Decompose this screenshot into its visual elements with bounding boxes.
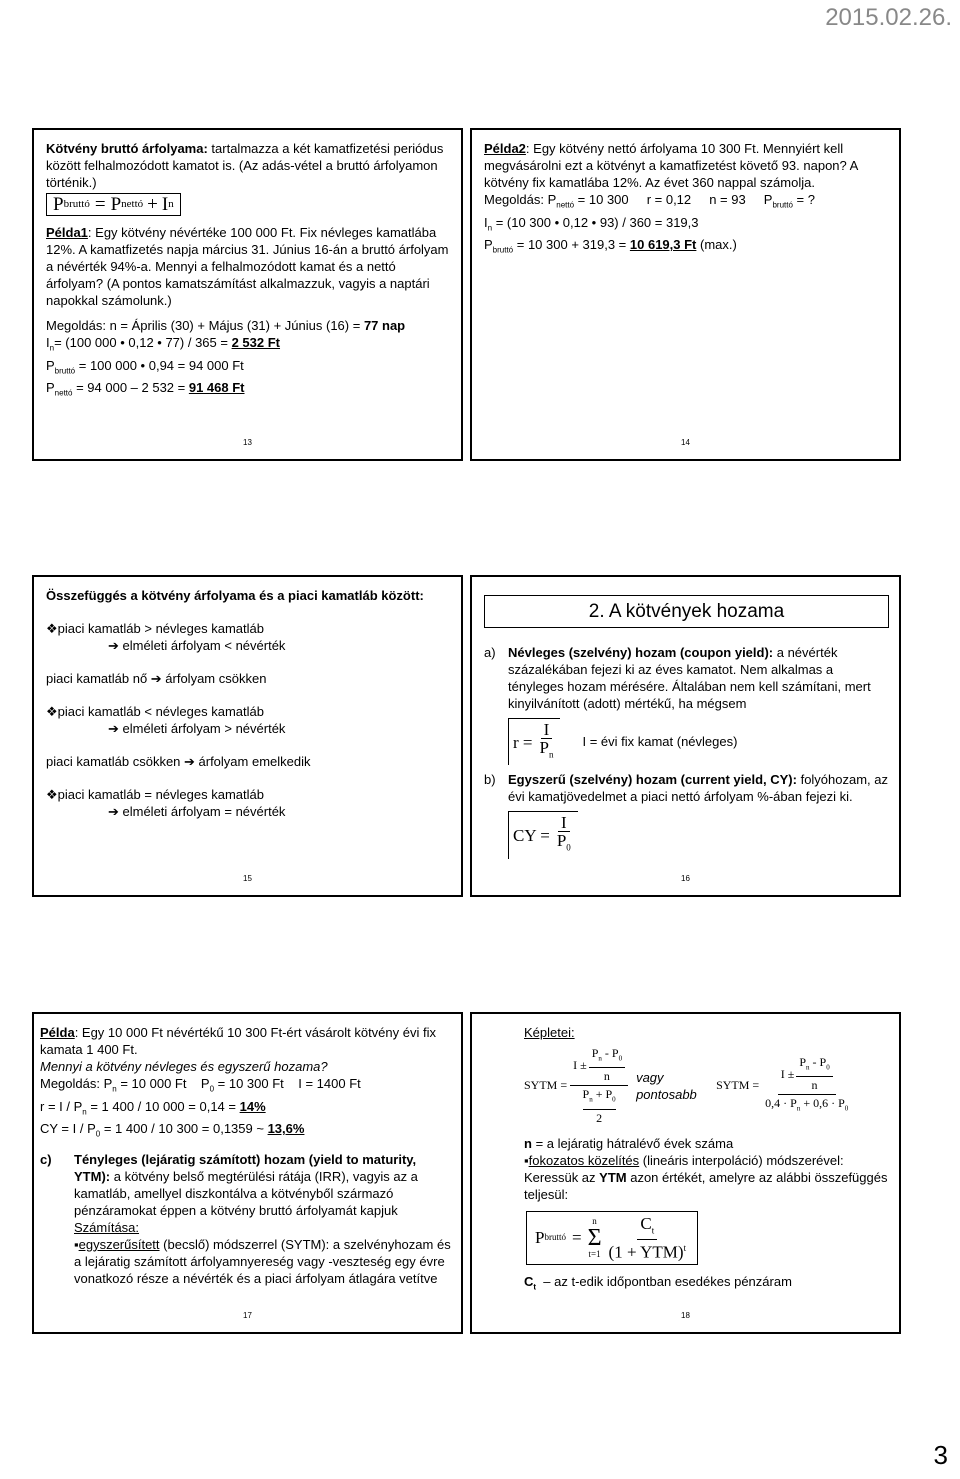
slide-17-calc-method: ▪egyszerűsített (becslő) módszerrel (SYTM): a szelvényhozam és a lejáratig számított árfolyamnyereség vagy -veszteség egy évre vonatkozó része a névérték és a piaci árfolyam átlagára vetítve (74, 1236, 451, 1286)
slide-15-case-3: ❖piaci kamatláb = névleges kamatláb (46, 787, 264, 802)
slide-15-case-2: ❖piaci kamatláb < névleges kamatláb (46, 704, 264, 719)
slide-number: 17 (243, 1311, 252, 1320)
slide-15-case-1-effect: ➔ elméleti árfolyam < névérték (108, 638, 286, 653)
slide-16-item-a: a) Névleges (szelvény) hozam (coupon yield): a névérték százalékában fejezi ki az éves kamatot. Nem alkalmas a tényleges hozam mérésére. Általában nem kell számítani, mert kinyilvánított (adott) mértékű, ha mégsem (484, 645, 871, 711)
bruttó-formula: P bruttó = P nettó + I n (46, 193, 181, 216)
slide-13-example: Példa1: Egy kötvény névértéke 100 000 Ft. Fix névleges kamatlába 12%. A kamatfizetés napja március 31. Június 16-án a bruttó árfolyam a névérték 94%-a. Mennyi a felhalmozódott kamat és a nettó árfolyam? (A pontos kamatszámítást alkalmazzuk, vagyis a naptári napokkal számolunk.) (46, 225, 449, 308)
slide-13-solution-1: Megoldás: n = Április (30) + Május (31) + Június (16) = 77 nap (46, 318, 406, 333)
slide-14-example: Példa2: Egy kötvény nettó árfolyama 10 300 Ft. Mennyiért kell megvásárolni ezt a kötvényt a kamatfizetést követő 93. napon? A kötvény fix kamatlába 12%. Az évet 360 nappal számolja. (484, 141, 858, 190)
slide-17-calc-title: Számítása: (74, 1219, 140, 1235)
slide-17-solution-2: $r = I / P_n = 1$ 400 / 10 000 = 0,14 = 14% (40, 1098, 266, 1117)
slide-15-title: Összefüggés a kötvény árfolyama és a piaci kamatláb között: (46, 588, 424, 603)
sytm-formula-simple: SYTM = I ± $\frac{P_n - P_0}{n}$ $P_n + P_0$ 2 (524, 1045, 628, 1127)
slide-13-intro: Kötvény bruttó árfolyama: tartalmazza a két kamatfizetési periódus között felhalmozódott kamatot is. (Az adás-vétel a bruttó árfolyamon történik.) (46, 141, 444, 190)
slide-number: 13 (243, 438, 252, 447)
slide-13-solution-2: $I_n= (100$ 000 • 0,12 • 77) / 365 = 2 532 Ft (46, 335, 281, 353)
slide-18-interpolation: ▪fokozatos közelítés (lineáris interpoláció) módszerével: (524, 1152, 844, 1168)
current-yield-formula: CY = $\frac{I}{P_0}$ (508, 811, 889, 858)
slide-14-solution-2: $I_n = (10$ 300 • 0,12 • 93) / 360 = 319,3 (484, 214, 699, 233)
or-label: vagy pontosabb (636, 1069, 697, 1102)
slide-number: 14 (681, 438, 690, 447)
slide-number: 15 (243, 874, 252, 883)
ytm-formula: P bruttó = n Σ t=1 $\frac{C_t}{(1 + YTM)^t}$ (526, 1211, 889, 1265)
slide-16-item-b: b) Egyszerű (szelvény) hozam (current yield, CY): folyóhozam, az évi kamatjövedelmet a piaci nettó árfolyam %-ában fejezi ki. (484, 772, 889, 805)
slide-16-title: 2. A kötvények hozama (484, 595, 889, 628)
slide-number: 16 (681, 874, 690, 883)
slide-14-solution-3: $P_{bruttó} = 10$ 300 + 319,3 = 10 619,3 Ft (max.) (484, 237, 737, 255)
slide-18-search: Keressük az YTM azon értékét, amelyre az alábbi összefüggés teljesül: (524, 1169, 888, 1202)
slide-18-n-definition: n = a lejáratig hátralévő évek száma (524, 1135, 734, 1151)
slide-number: 18 (681, 1311, 690, 1320)
slide-14-solution-1: Megoldás: $P_{nettó} = 10$ 300 r = 0,12 n = 93 $P_{bruttó}$ = ? (484, 192, 815, 210)
slide-17-question: Mennyi a kötvény névleges és egyszerű hozama? (40, 1059, 328, 1074)
slide-15-case-1: ❖piaci kamatláb > névleges kamatláb (46, 621, 264, 636)
page-number: 3 (933, 1440, 948, 1470)
slide-15-case-1-result: piaci kamatláb nő ➔ árfolyam csökken (46, 671, 267, 686)
document-date: 2015.02.26. (825, 4, 952, 31)
slide-15-case-2-effect: ➔ elméleti árfolyam > névérték (108, 721, 286, 736)
slide-15-case-2-result: piaci kamatláb csökken ➔ árfolyam emelkedik (46, 754, 311, 769)
nominal-yield-formula: r = $\frac{I}{P_n}$ I = évi fix kamat (névleges) (508, 718, 889, 765)
slide-17-solution-3: CY = $I / P_0 = 1$ 400 / 10 300 = 0,1359 ~ 13,6% (40, 1121, 305, 1139)
slide-13-solution-4: $P_{nettó} = 94$ 000 – 2 532 = 91 468 Ft (46, 380, 245, 398)
slide-18-ct-definition: $C_t$ – az t-edik időpontban esedékes pénzáram (524, 1273, 792, 1292)
slide-17-item-c: c) Tényleges (lejáratig számított) hozam (yield to maturity, YTM): a kötvény belső megtérülési rátája (IRR), vagyis az a kamatláb, amellyel diszkontálva a kötvényből származó pénzáramokat éppen a kötvény bruttó árfolyamát kapjuk (40, 1151, 418, 1218)
slide-13 (32, 128, 463, 461)
sytm-formula-accurate: SYTM = I ± $\frac{P_n - P_0}{n}$ $0,4 \cdot P_n + 0,6 \cdot P_0$ (716, 1055, 849, 1113)
slide-17-solution-1: Megoldás: $P_n = 10$ 000 Ft $P_0 = 10$ 300 Ft I = 1400 Ft (40, 1076, 361, 1094)
slide-15-case-3-effect: ➔ elméleti árfolyam = névérték (108, 804, 286, 819)
slide-18-title: Képletei: (524, 1025, 575, 1040)
slide-17-example: Példa: Egy 10 000 Ft névértékű 10 300 Ft-ért vásárolt kötvény évi fix kamata 1 400 Ft. (40, 1025, 436, 1057)
sytm-formulas (524, 1045, 889, 1127)
slide-16 (470, 575, 901, 897)
slide-14 (470, 128, 901, 461)
slide-18 (470, 1012, 901, 1334)
slide-13-solution-3: $P_{bruttó} = 100$ 000 • 0,94 = 94 000 Ft (46, 357, 244, 376)
slide-17 (32, 1012, 463, 1334)
slide-15 (32, 575, 463, 897)
